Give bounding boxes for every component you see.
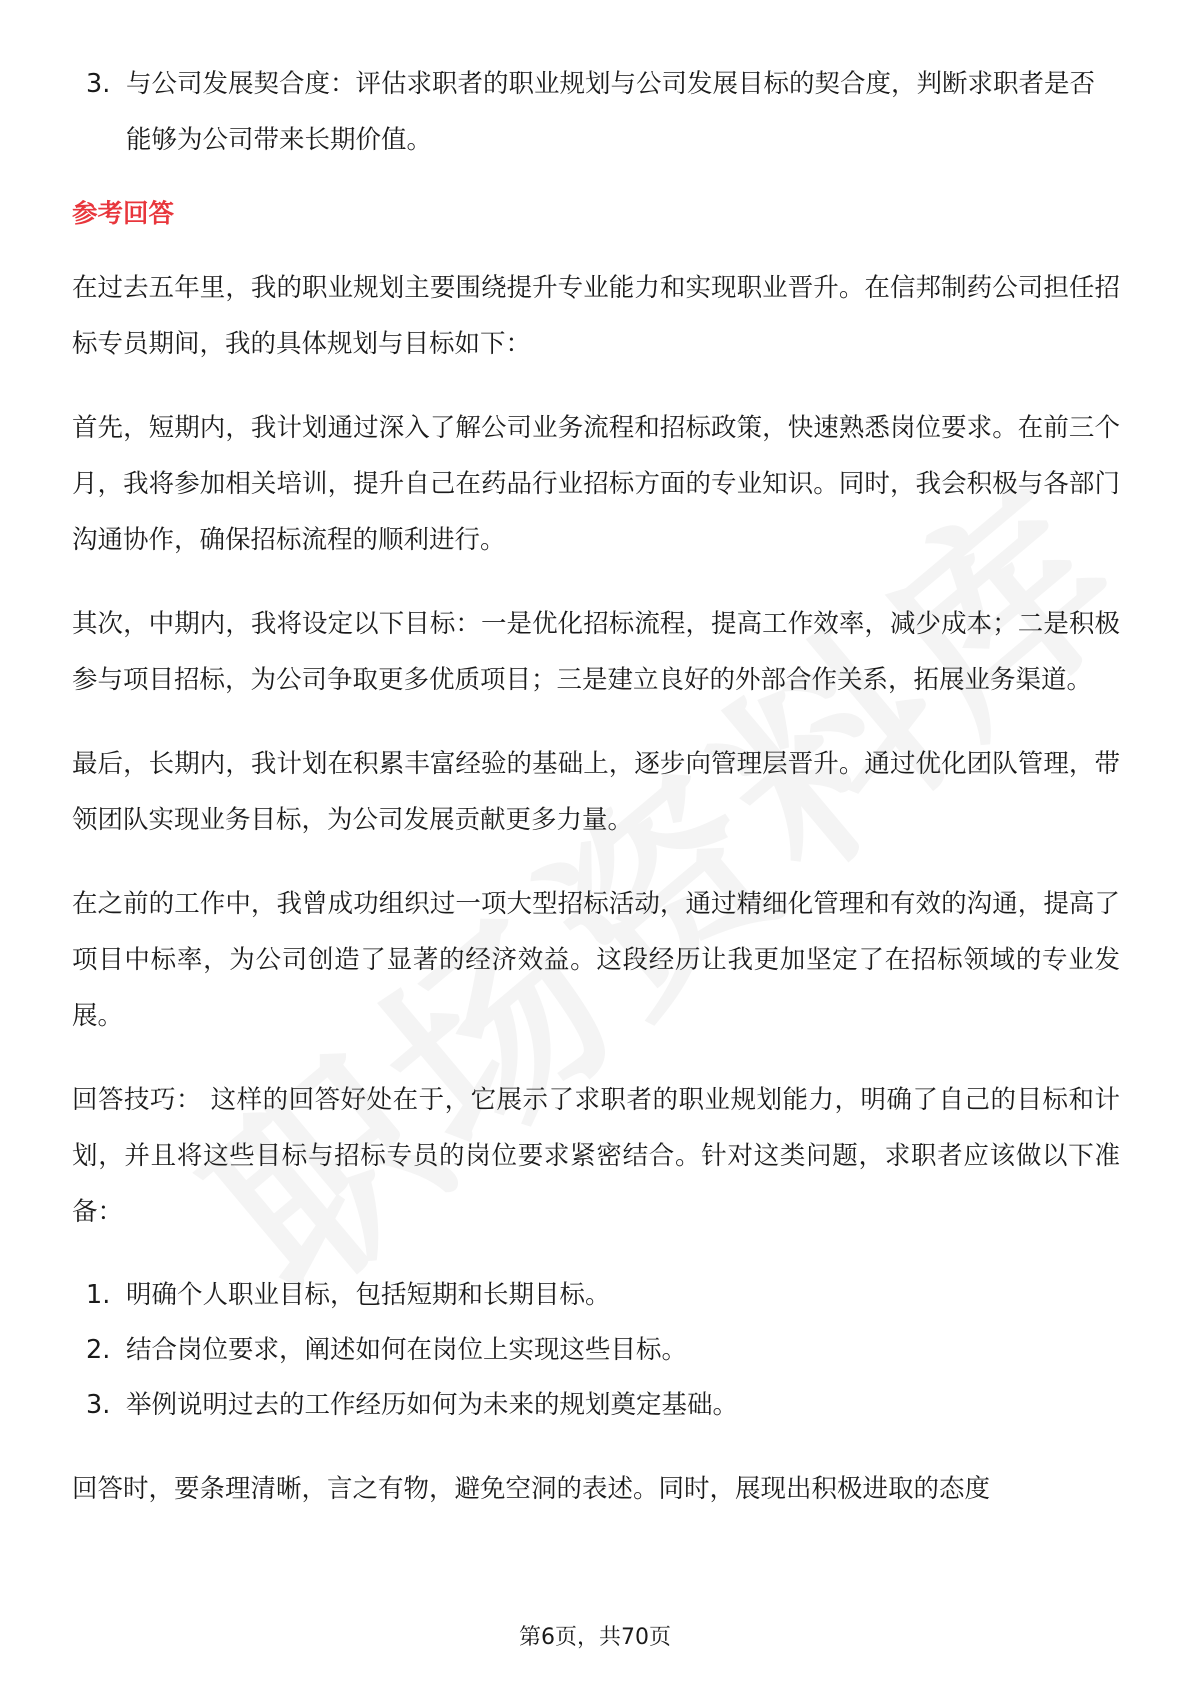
list-item <box>72 1323 1120 1378</box>
list-item-text: 结合岗位要求，阐述如何在岗位上实现这些目标。 <box>126 1335 688 1365</box>
list-item-text: 举例说明过去的工作经历如何为未来的规划奠定基础。 <box>126 1390 739 1420</box>
list-item-number: 1. <box>86 1280 111 1310</box>
paragraph-mid-term: 其次，中期内，我将设定以下目标：一是优化招标流程，提高工作效率，减少成本；二是积极参与项目招标，为公司争取更多优质项目；三是建立良好的外部合作关系，拓展业务渠道。 <box>72 609 1120 695</box>
tips-list <box>72 1268 1120 1433</box>
list-item <box>72 1268 1120 1323</box>
section-heading: 参考回答 <box>72 199 175 229</box>
list-item-number: 3. <box>86 1390 111 1420</box>
list-item-number: 3. <box>86 69 111 99</box>
list-item-text: 与公司发展契合度：评估求职者的职业规划与公司发展目标的契合度，判断求职者是否能够为公司带来长期价值。 <box>126 69 1096 155</box>
paragraph-answer-tips: 回答技巧： 这样的回答好处在于，它展示了求职者的职业规划能力，明确了自己的目标和计划，并且将这些目标与招标专员的岗位要求紧密结合。针对这类问题，求职者应该做以下准备： <box>72 1085 1120 1227</box>
paragraph-intro: 在过去五年里，我的职业规划主要围绕提升专业能力和实现职业晋升。在信邦制药公司担任招标专员期间，我的具体规划与目标如下： <box>72 273 1120 359</box>
paragraph-closing: 回答时，要条理清晰，言之有物，避免空洞的表述。同时，展现出积极进取的态度 <box>72 1474 991 1504</box>
list-item-text: 明确个人职业目标，包括短期和长期目标。 <box>126 1280 611 1310</box>
list-item <box>72 56 1120 168</box>
paragraph-long-term: 最后，长期内，我计划在积累丰富经验的基础上，逐步向管理层晋升。通过优化团队管理，带领团队实现业务目标，为公司发展贡献更多力量。 <box>72 749 1120 835</box>
page-content <box>72 56 1120 1545</box>
list-item-number: 2. <box>86 1335 111 1365</box>
page-footer: 第6页，共70页 <box>519 1625 671 1650</box>
criteria-list <box>72 56 1120 168</box>
list-item <box>72 1378 1120 1433</box>
paragraph-experience: 在之前的工作中，我曾成功组织过一项大型招标活动，通过精细化管理和有效的沟通，提高了项目中标率，为公司创造了显著的经济效益。这段经历让我更加坚定了在招标领域的专业发展。 <box>72 889 1120 1031</box>
paragraph-short-term: 首先，短期内，我计划通过深入了解公司业务流程和招标政策，快速熟悉岗位要求。在前三个月，我将参加相关培训，提升自己在药品行业招标方面的专业知识。同时，我会积极与各部门沟通协作，确保招标流程的顺利进行。 <box>72 413 1120 555</box>
